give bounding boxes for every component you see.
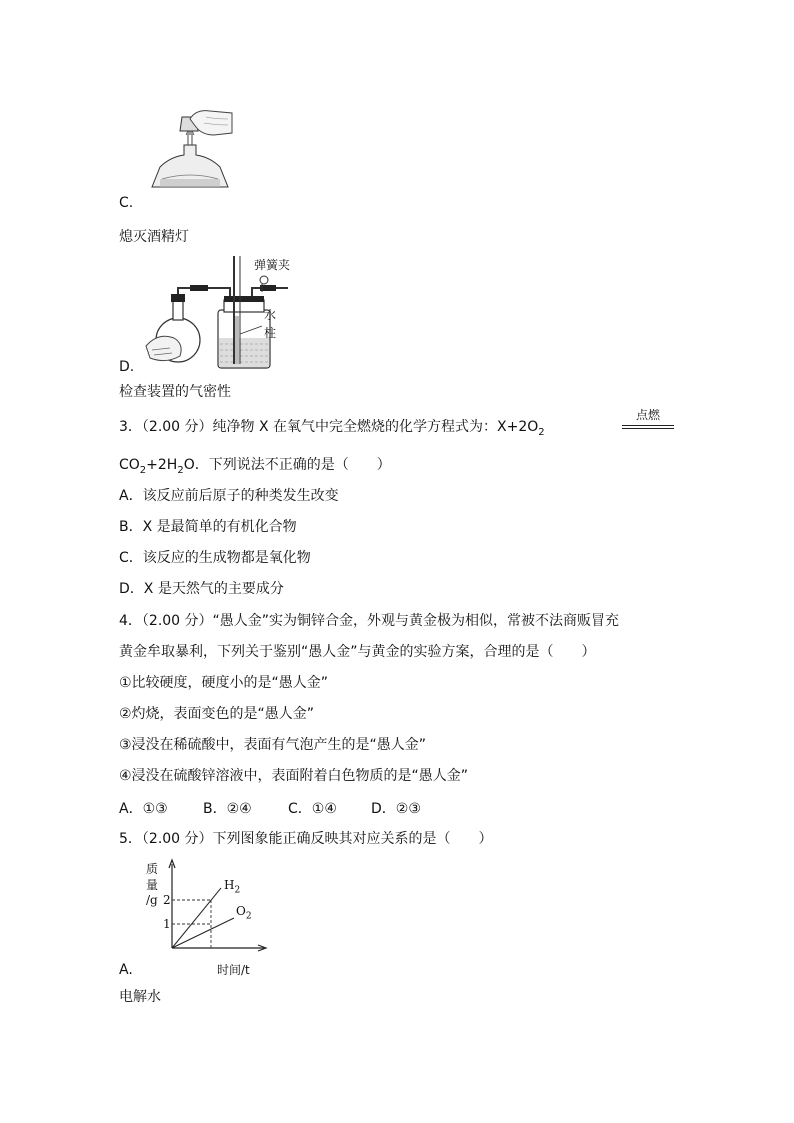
equation-arrow-line <box>622 425 674 429</box>
chart-xlabel: 时间/t <box>217 963 250 977</box>
extinguish-lamp-figure <box>140 105 240 195</box>
q4-stem-line1: 4．（2.00 分）“愚人金”实为铜锌合金，外观与黄金极为相似，常被不法商贩冒充 <box>119 613 620 629</box>
chart-ylabel-3: /g <box>146 893 158 907</box>
reaction-condition <box>622 406 674 429</box>
option-c-caption: 熄灭酒精灯 <box>119 229 189 245</box>
q4-stem-line2: 黄金牟取暴利，下列关于鉴别“愚人金”与黄金的实验方案，合理的是（ ） <box>119 644 596 660</box>
q3-stem-line1 <box>119 417 545 443</box>
q3-stem-line2 <box>119 455 391 481</box>
h2o-text: +2H <box>146 457 178 473</box>
option-c-letter: C. <box>119 195 134 211</box>
q3-stem-text: 3．（2.00 分）纯净物 X 在氧气中完全燃烧的化学方程式为：X+2O <box>119 419 539 435</box>
q4-option-c: C．①④ <box>288 801 337 817</box>
q4-option-a: A．①③ <box>119 801 168 817</box>
option-d-letter: D. <box>119 359 135 375</box>
q3-question-text: O．下列说法不正确的是（ ） <box>183 457 391 473</box>
q3-option-b: B．X 是最简单的有机化合物 <box>119 519 297 535</box>
q5-stem: 5．（2.00 分）下列图象能正确反映其对应关系的是（ ） <box>119 831 493 847</box>
water-column-label-1: 水 <box>264 308 277 322</box>
q3-o2-subscript: 2 <box>538 426 545 438</box>
water-column-label-2: 柱 <box>264 326 277 340</box>
chart-ylabel-2: 量 <box>146 878 159 892</box>
option-d-caption: 检查装置的气密性 <box>119 384 231 400</box>
chart-ylabel-1: 质 <box>146 862 159 876</box>
q4-statement-3: ③浸没在稀硫酸中，表面有气泡产生的是“愚人金” <box>119 737 427 753</box>
tick-2: 2 <box>163 893 171 907</box>
q4-statement-4: ④浸没在硫酸锌溶液中，表面附着白色物质的是“愚人金” <box>119 768 469 784</box>
o2-series-label: $O_2$ <box>236 904 252 922</box>
h2o-subscript: 2 <box>177 464 184 476</box>
o2-line <box>172 918 234 948</box>
clip-label: 弹簧夹 <box>254 258 291 272</box>
q5-option-a-caption: 电解水 <box>119 989 161 1005</box>
h2-series-label: $H_2$ <box>224 878 241 896</box>
q3-option-c: C．该反应的生成物都是氧化物 <box>119 550 311 566</box>
condition-label: 点燃 <box>635 408 660 422</box>
q3-option-a: A．该反应前后原子的种类发生改变 <box>119 488 339 504</box>
q4-option-d: D．②③ <box>371 801 421 817</box>
co2-subscript: 2 <box>139 464 147 476</box>
tick-1: 1 <box>163 917 171 931</box>
q5-option-a-letter: A. <box>119 962 133 978</box>
q4-statement-1: ①比较硬度，硬度小的是“愚人金” <box>119 675 329 691</box>
co2-text: CO <box>119 457 140 473</box>
h2-line <box>172 888 221 948</box>
q4-statement-2: ②灼烧，表面变色的是“愚人金” <box>119 706 315 722</box>
q4-option-b: B．②④ <box>203 801 252 817</box>
q3-option-d: D．X 是天然气的主要成分 <box>119 581 284 597</box>
